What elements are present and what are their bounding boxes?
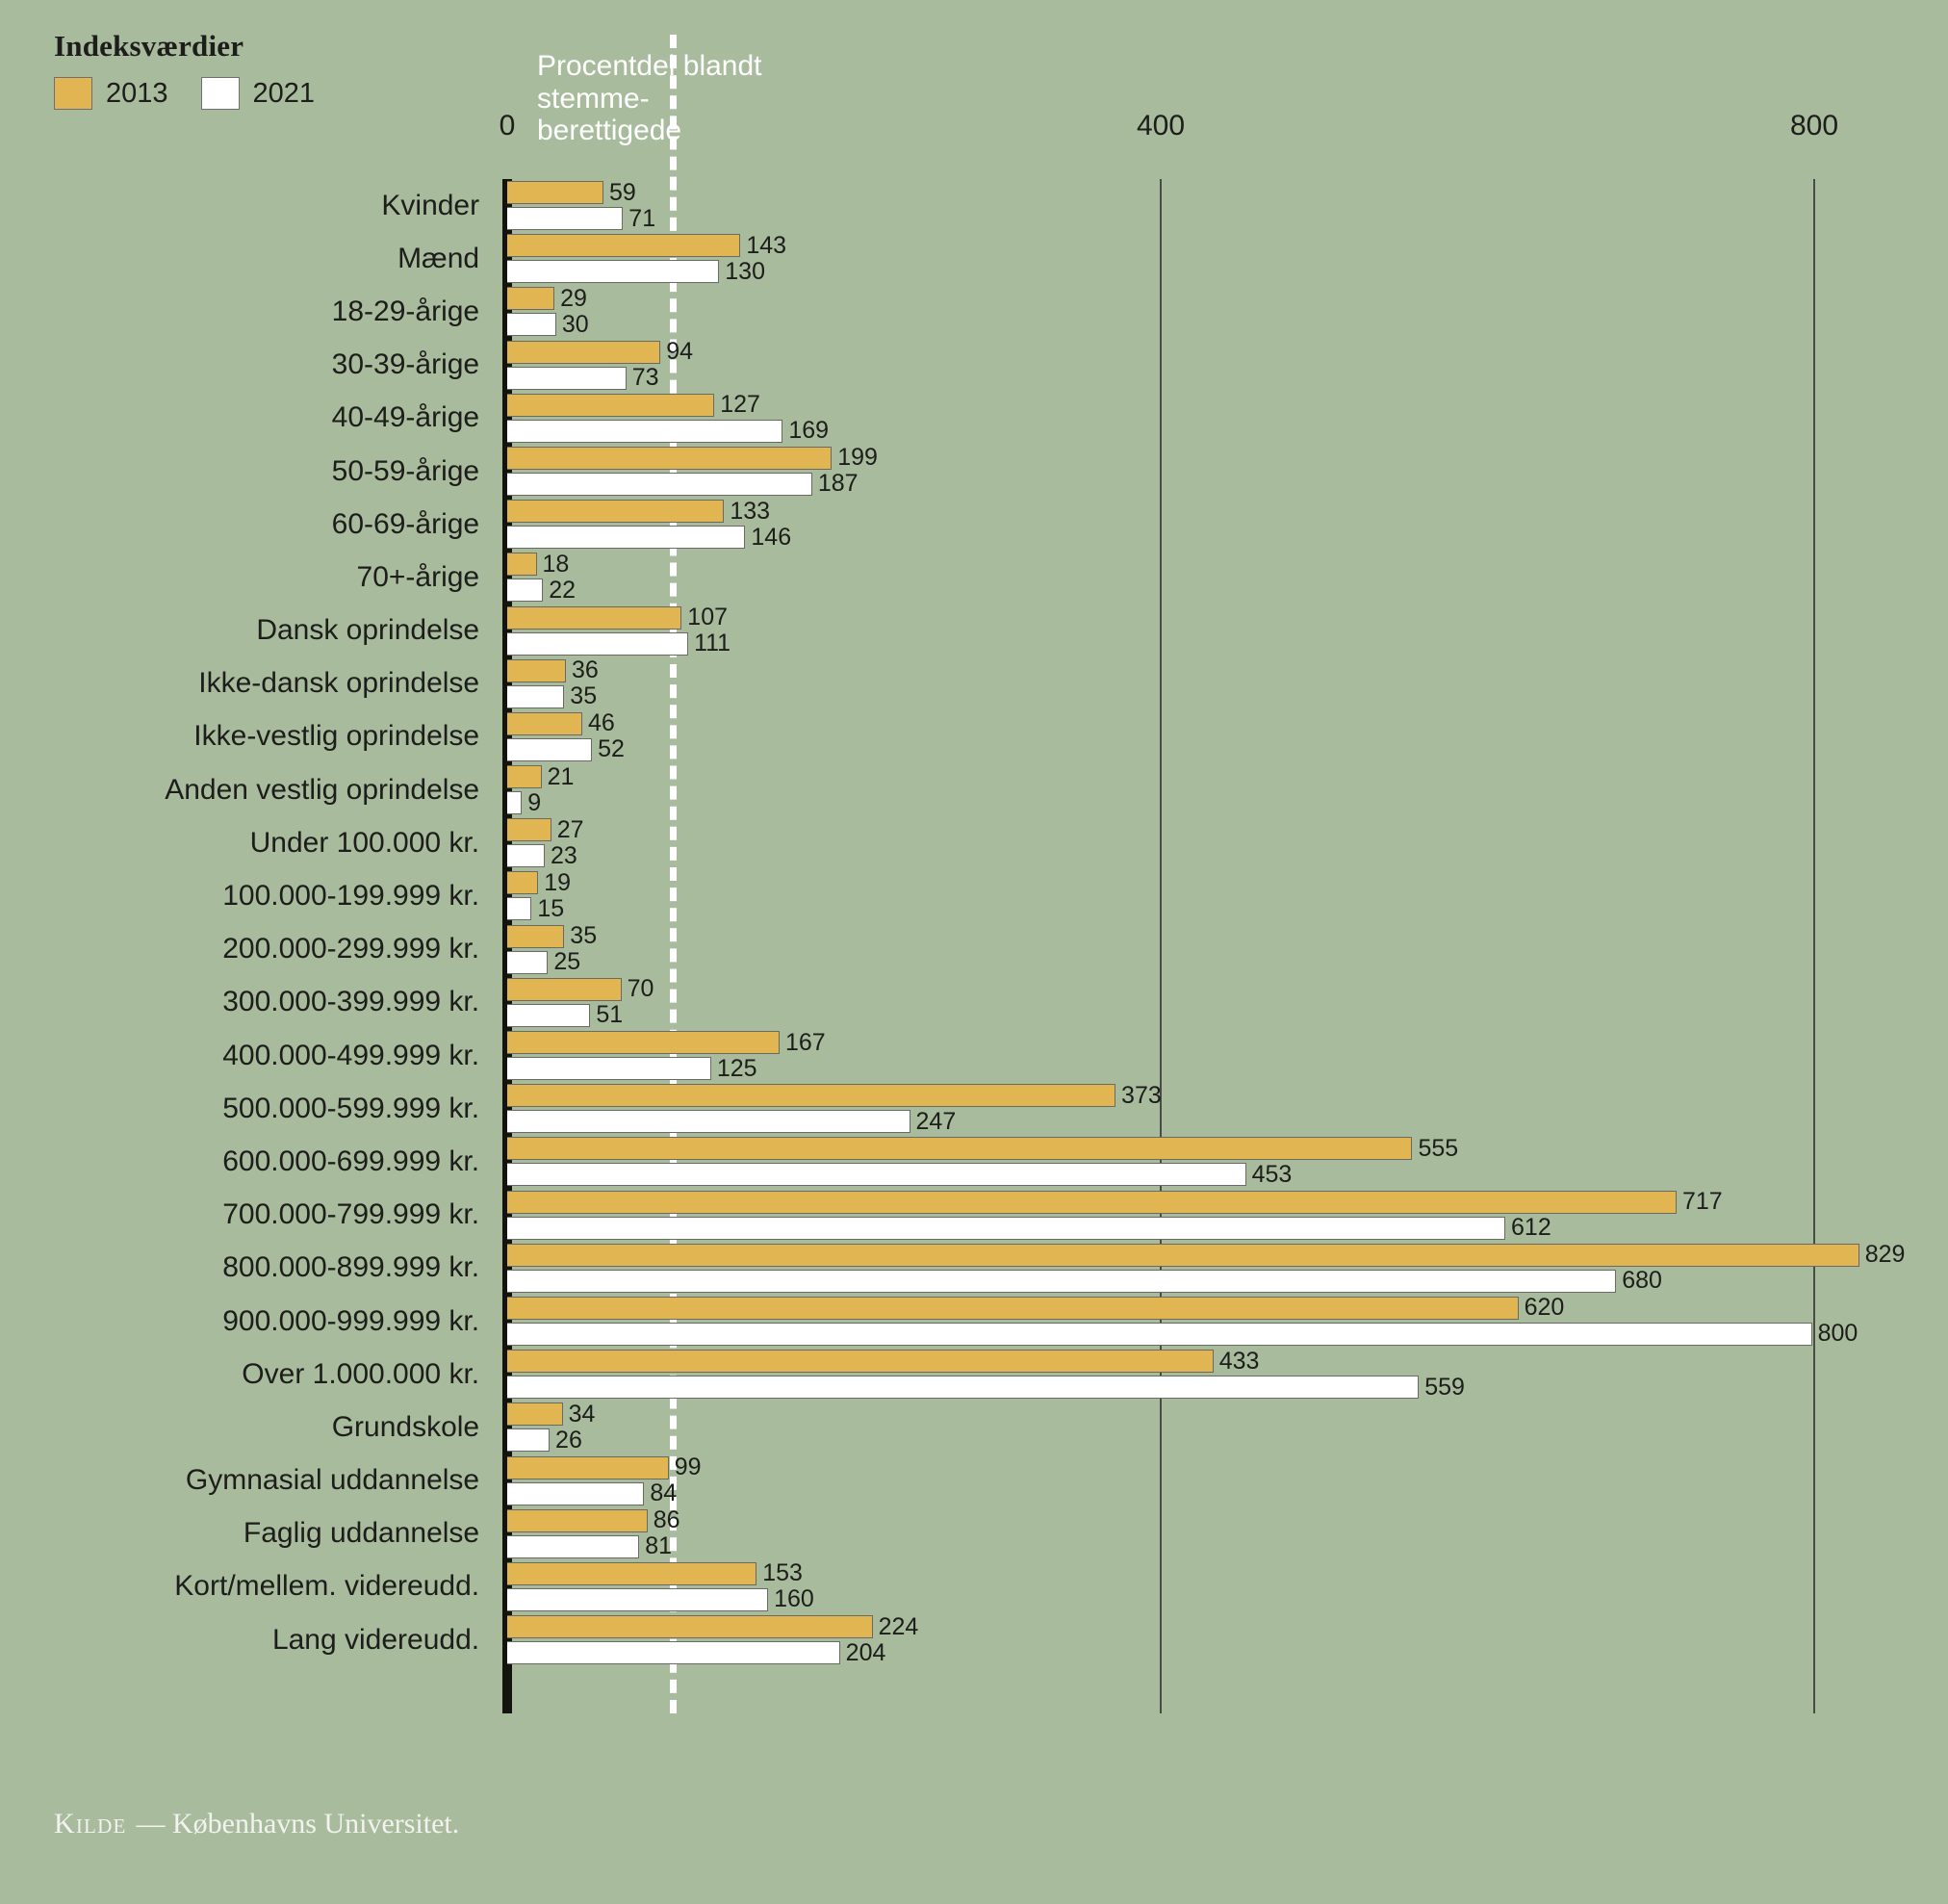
bar-value: 107 [687,604,729,630]
bar-2013[interactable] [507,925,564,948]
row-label: Kvinder [381,189,480,221]
bar-2013[interactable] [507,1244,1859,1267]
bar-2013[interactable] [507,1350,1214,1373]
bar-value: 224 [878,1612,919,1640]
bar-2021[interactable] [507,1057,711,1080]
bar-group-2013 [507,497,771,525]
row-label: 50-59-årige [331,454,480,487]
row-label: Ikke-dansk oprindelse [198,667,480,700]
bar-group-2021 [507,1214,1551,1242]
bar-2013[interactable] [507,1191,1677,1214]
bar-group-2013 [507,550,570,578]
bar-group-2021 [507,417,830,445]
bar-2013[interactable] [507,287,554,310]
chart-row [222,1241,1906,1295]
row-label: Gymnasial uddannelse [185,1464,480,1497]
bar-group-2013 [507,444,878,472]
reference-line-label: Procentdel blandt stemme-berettigede [537,50,762,147]
chart-row [222,922,1835,976]
legend-title: Indeksværdier [54,29,244,63]
bar-value: 70 [627,975,654,1003]
bar-value: 81 [645,1532,673,1560]
row-label: Dansk oprindelse [256,614,480,647]
bar-2013[interactable] [507,712,582,735]
bar-value: 160 [774,1585,814,1613]
bar-value: 169 [788,417,830,445]
bar-2021[interactable] [507,1641,840,1664]
chart-row [381,178,1835,232]
bar-group-2021 [507,364,659,392]
row-label: 200.000-299.999 kr. [222,933,480,965]
bar-2013[interactable] [507,765,542,788]
chart-row [356,550,1835,604]
bar-2021[interactable] [507,844,545,867]
bar-value: 35 [570,922,598,950]
bar-group-2013 [507,606,728,630]
chart-row [198,656,1835,710]
bar-2013[interactable] [507,1615,873,1638]
chart-row [331,1400,1835,1454]
bar-value: 26 [555,1426,582,1454]
bar-2013[interactable] [507,1456,669,1479]
bar-2013[interactable] [507,1137,1412,1160]
row-label: Kort/mellem. videreudd. [174,1570,480,1603]
legend-label-2021: 2021 [252,77,316,109]
bar-2021[interactable] [507,632,688,656]
bar-group-2013 [507,1402,595,1426]
bar-value: 84 [650,1479,678,1506]
bar-2021[interactable] [507,1323,1812,1346]
bar-group-2021 [507,1532,673,1560]
bar-value: 199 [837,444,878,472]
bar-value: 86 [653,1506,680,1534]
bar-value: 620 [1524,1294,1565,1322]
bar-2013[interactable] [507,394,714,417]
bar-value: 133 [730,497,771,525]
row-label: 700.000-799.999 kr. [222,1198,480,1231]
row-label: 30-39-årige [331,348,480,381]
bar-2013[interactable] [507,659,566,682]
chart-row [165,762,1835,816]
bar-2021[interactable] [507,260,719,283]
bar-group-2021 [507,735,625,763]
bar-group-2021 [507,523,792,551]
bar-group-2021 [507,1428,582,1452]
bar-2013[interactable] [507,1562,756,1585]
bar-2021[interactable] [507,1535,639,1558]
bar-value: 680 [1622,1267,1662,1295]
bar-2021[interactable] [507,526,745,549]
bar-value: 433 [1218,1347,1260,1375]
xtick-800: 800 [1789,110,1839,142]
chart-row [331,444,1835,498]
bar-2021[interactable] [507,1428,550,1452]
bar-group-2013 [507,1134,1459,1162]
bar-2021[interactable] [507,1376,1419,1399]
bar-value: 94 [666,338,694,366]
bar-value: 829 [1864,1241,1906,1269]
source-label: Kilde [54,1808,127,1840]
bar-2013[interactable] [507,181,603,204]
bar-2013[interactable] [507,1084,1115,1107]
chart-row [222,868,1835,922]
bar-2021[interactable] [507,1482,644,1505]
chart-row [174,1559,1835,1613]
bar-group-2013 [507,1294,1565,1322]
xtick-400: 400 [1136,110,1186,142]
row-label: 100.000-199.999 kr. [222,880,480,913]
bar-group-2021 [507,841,577,869]
row-label: Grundskole [331,1410,480,1443]
bar-2013[interactable] [507,978,622,1001]
row-label: 18-29-årige [331,295,480,327]
bar-value: 19 [544,868,571,896]
bar-value: 453 [1251,1160,1293,1188]
bar-value: 99 [674,1454,702,1480]
bar-2013[interactable] [507,553,537,576]
bar-value: 34 [568,1400,596,1428]
bar-value: 111 [694,630,731,656]
bar-group-2013 [507,178,636,206]
chart-row [249,815,1835,869]
bar-value: 130 [725,257,765,285]
bar-group-2013 [507,231,787,259]
bar-value: 25 [553,948,581,976]
bar-2013[interactable] [507,1297,1519,1320]
bar-2021[interactable] [507,420,782,443]
bar-2013[interactable] [507,341,660,364]
row-label: Ikke-vestlig oprindelse [193,720,480,753]
bar-value: 18 [542,550,570,578]
bar-2021[interactable] [507,897,531,920]
bar-2021[interactable] [507,473,812,496]
bar-group-2013 [507,922,598,950]
row-label: Mænd [397,242,480,274]
bar-group-2021 [507,1320,1858,1348]
bar-value: 30 [561,310,589,338]
bar-2013[interactable] [507,500,724,523]
chart-row [331,391,1835,445]
chart-row [331,338,1835,392]
bar-group-2013 [507,1347,1260,1375]
source-note [54,1808,459,1840]
row-label: 300.000-399.999 kr. [222,986,480,1018]
bar-group-2021 [507,204,656,232]
bar-group-2021 [507,1638,886,1666]
chart-row [331,284,1835,338]
bar-value: 9 [527,788,542,816]
bar-value: 373 [1121,1081,1162,1109]
row-label: Over 1.000.000 kr. [242,1357,480,1390]
bar-group-2013 [507,1506,680,1534]
bar-value: 146 [751,523,792,551]
bar-2013[interactable] [507,447,832,470]
bar-value: 559 [1424,1373,1465,1401]
chart-row [243,1506,1835,1560]
row-label: 900.000-999.999 kr. [222,1304,480,1337]
bar-group-2013 [507,1188,1723,1216]
plot-area [165,110,1906,1713]
bar-value: 167 [784,1028,826,1056]
bar-2021[interactable] [507,313,556,336]
bar-2021[interactable] [507,579,543,602]
bar-group-2013 [507,1241,1906,1269]
bar-2013[interactable] [507,1031,780,1054]
bar-2013[interactable] [507,606,681,630]
bar-2021[interactable] [507,791,522,814]
chart-row [222,1134,1835,1188]
bar-value: 73 [631,364,659,392]
bar-2021[interactable] [507,1588,768,1611]
bar-group-2013 [507,338,694,366]
bar-value: 187 [817,470,859,498]
row-label: Anden vestlig oprindelse [165,773,480,806]
bar-value: 52 [598,735,625,763]
bar-value: 143 [746,231,787,259]
legend-label-2013: 2013 [106,77,168,109]
bar-group-2013 [507,1028,826,1056]
bar-value: 125 [716,1054,757,1082]
bar-value: 46 [587,709,615,737]
bar-2021[interactable] [507,685,564,708]
bar-value: 204 [845,1638,886,1666]
bar-group-2021 [507,257,765,285]
bar-group-2021 [507,1373,1465,1401]
bar-group-2021 [507,632,730,656]
row-label: 800.000-899.999 kr. [222,1251,480,1284]
row-label: Under 100.000 kr. [249,826,480,859]
bar-value: 71 [628,204,656,232]
row-label: 600.000-699.999 kr. [222,1145,480,1177]
bar-2013[interactable] [507,1402,563,1426]
bar-value: 612 [1511,1214,1551,1242]
bar-group-2013 [507,815,584,843]
chart-row [193,709,1835,763]
bar-value: 35 [570,682,598,710]
bar-group-2021 [507,1267,1662,1295]
bar-group-2021 [507,576,577,604]
chart-row [222,975,1835,1029]
chart-row [331,497,1835,551]
bar-group-2021 [507,1160,1293,1188]
bar-group-2013 [507,656,599,684]
chart-row [222,1081,1835,1135]
bar-group-2021 [507,470,859,498]
bar-group-2021 [507,788,542,816]
bar-2021[interactable] [507,1270,1616,1293]
bar-value: 21 [547,762,575,790]
bar-2021[interactable] [507,738,592,761]
bar-group-2021 [507,1585,814,1613]
bar-value: 555 [1418,1134,1459,1162]
bar-value: 51 [596,1001,624,1029]
bar-group-2013 [507,762,575,790]
bar-group-2021 [507,1107,957,1135]
bar-group-2013 [507,284,587,312]
bar-2013[interactable] [507,234,740,257]
chart-row [242,1347,1835,1401]
bar-2021[interactable] [507,951,548,974]
bar-2021[interactable] [507,1004,590,1027]
bar-value: 59 [608,178,636,206]
bar-value: 127 [720,391,760,419]
chart-row [397,231,1835,285]
bar-group-2021 [507,1001,624,1029]
bar-group-2013 [507,1559,803,1587]
chart-row [256,604,1835,657]
bar-2021[interactable] [507,1163,1246,1186]
bar-group-2013 [507,975,654,1003]
bar-group-2021 [507,310,589,338]
row-label: Faglig uddannelse [243,1517,480,1550]
row-label: 400.000-499.999 kr. [222,1039,480,1071]
bar-2013[interactable] [507,1509,648,1532]
row-label: Lang videreudd. [271,1623,480,1656]
bar-group-2013 [507,868,571,896]
bar-value: 717 [1681,1188,1723,1216]
bar-value: 36 [572,656,599,684]
bar-2013[interactable] [507,818,551,841]
row-label: 60-69-årige [331,507,480,540]
chart-row [222,1188,1835,1242]
row-label: 70+-årige [356,560,480,593]
bar-group-2013 [507,709,615,737]
bar-2021[interactable] [507,1110,910,1133]
bar-value: 23 [550,841,577,869]
bar-group-2013 [507,391,760,419]
bar-value: 27 [556,815,584,843]
bar-group-2021 [507,1054,757,1082]
chart-row [185,1454,1835,1507]
row-label: 500.000-599.999 kr. [222,1092,480,1124]
bar-2021[interactable] [507,1217,1505,1240]
bar-group-2013 [507,1456,702,1479]
bar-value: 153 [762,1559,803,1587]
bar-group-2013 [507,1081,1162,1109]
bar-value: 247 [915,1107,957,1135]
chart-row [222,1028,1835,1082]
row-label: 40-49-årige [331,401,480,434]
bar-value: 29 [560,284,587,312]
bar-value: 800 [1817,1320,1858,1348]
bar-group-2021 [507,948,581,976]
bar-group-2013 [507,1612,919,1640]
source-value: — Københavns Universitet. [136,1808,460,1840]
bar-value: 22 [549,576,577,604]
bar-value: 15 [537,894,565,922]
chart-row [271,1612,1835,1666]
bar-group-2021 [507,1479,678,1506]
chart-row [222,1294,1858,1348]
chart-rows [165,178,1906,1666]
xtick-0: 0 [499,110,516,142]
bar-group-2021 [507,682,598,710]
bar-2021[interactable] [507,367,627,390]
bar-group-2021 [507,894,565,922]
bar-2013[interactable] [507,871,538,894]
bar-2021[interactable] [507,207,623,230]
